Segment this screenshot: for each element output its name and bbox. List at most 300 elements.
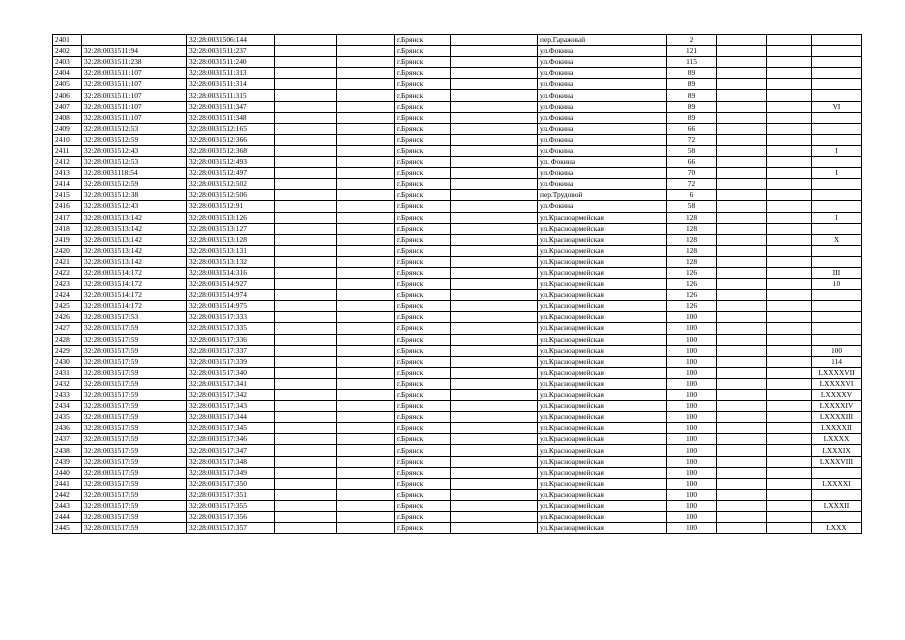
cell-empty — [451, 401, 538, 412]
house-number: 126 — [667, 267, 717, 278]
cell-empty — [451, 90, 538, 101]
quarter-cadastral-number: 32:28:0031512:38 — [82, 190, 187, 201]
table-row — [53, 212, 862, 223]
table-row — [53, 112, 862, 123]
cell-empty — [275, 423, 337, 434]
city: г.Брянск — [395, 223, 451, 234]
row-number: 2408 — [53, 112, 82, 123]
row-number: 2425 — [53, 301, 82, 312]
cell-empty — [451, 134, 538, 145]
row-number: 2442 — [53, 489, 82, 500]
quarter-cadastral-number: 32:28:0031517:59 — [82, 445, 187, 456]
cell-empty — [275, 101, 337, 112]
cell-empty — [717, 168, 767, 179]
cadastral-number: 32:28:0031517:341 — [187, 378, 275, 389]
cell-empty — [767, 223, 812, 234]
cell-empty — [717, 345, 767, 356]
room-number — [812, 256, 862, 267]
cell-empty — [275, 123, 337, 134]
table-row — [53, 467, 862, 478]
street: ул.Красноармейская — [538, 323, 667, 334]
street: ул.Красноармейская — [538, 500, 667, 511]
house-number: 100 — [667, 401, 717, 412]
city: г.Брянск — [395, 323, 451, 334]
quarter-cadastral-number: 32:28:0031517:59 — [82, 456, 187, 467]
room-number — [812, 223, 862, 234]
cadastral-number: 32:28:0031517:347 — [187, 445, 275, 456]
cadastral-number: 32:28:0031517:336 — [187, 334, 275, 345]
cell-empty — [717, 334, 767, 345]
city: г.Брянск — [395, 367, 451, 378]
cell-empty — [451, 201, 538, 212]
cell-empty — [451, 57, 538, 68]
room-number — [812, 68, 862, 79]
cell-empty — [767, 500, 812, 511]
cadastral-number: 32:28:0031513:131 — [187, 245, 275, 256]
city: г.Брянск — [395, 234, 451, 245]
row-number: 2418 — [53, 223, 82, 234]
cell-empty — [275, 212, 337, 223]
cell-empty — [717, 201, 767, 212]
table-row — [53, 512, 862, 523]
cell-empty — [337, 290, 395, 301]
cell-empty — [337, 312, 395, 323]
cell-empty — [275, 478, 337, 489]
cell-empty — [717, 267, 767, 278]
cell-empty — [337, 223, 395, 234]
quarter-cadastral-number: 32:28:0031513:142 — [82, 223, 187, 234]
cadastral-number: 32:28:0031506:144 — [187, 35, 275, 46]
street: ул.Красноармейская — [538, 378, 667, 389]
cell-empty — [337, 35, 395, 46]
cell-empty — [275, 445, 337, 456]
cell-empty — [717, 90, 767, 101]
city: г.Брянск — [395, 378, 451, 389]
city: г.Брянск — [395, 412, 451, 423]
cell-empty — [451, 500, 538, 511]
table-row — [53, 79, 862, 90]
cell-empty — [717, 401, 767, 412]
house-number: 100 — [667, 456, 717, 467]
row-number: 2409 — [53, 123, 82, 134]
cell-empty — [275, 456, 337, 467]
cell-empty — [451, 512, 538, 523]
room-number: III — [812, 267, 862, 278]
house-number: 6 — [667, 190, 717, 201]
street: ул.Красноармейская — [538, 456, 667, 467]
table-row — [53, 301, 862, 312]
city: г.Брянск — [395, 68, 451, 79]
house-number: 128 — [667, 212, 717, 223]
cell-empty — [337, 123, 395, 134]
cell-empty — [451, 345, 538, 356]
quarter-cadastral-number: 32:28:0031511:107 — [82, 101, 187, 112]
house-number: 128 — [667, 234, 717, 245]
cell-empty — [767, 312, 812, 323]
house-number: 100 — [667, 434, 717, 445]
cadastral-number: 32:28:0031513:128 — [187, 234, 275, 245]
cell-empty — [717, 378, 767, 389]
cell-empty — [337, 68, 395, 79]
table-row — [53, 401, 862, 412]
cell-empty — [767, 190, 812, 201]
house-number: 89 — [667, 112, 717, 123]
cell-empty — [337, 412, 395, 423]
cell-empty — [767, 46, 812, 57]
cadastral-number: 32:28:0031517:356 — [187, 512, 275, 523]
house-number: 126 — [667, 290, 717, 301]
row-number: 2431 — [53, 367, 82, 378]
row-number: 2411 — [53, 145, 82, 156]
quarter-cadastral-number: 32:28:0031512:59 — [82, 179, 187, 190]
row-number: 2402 — [53, 46, 82, 57]
quarter-cadastral-number: 32:28:0031517:59 — [82, 401, 187, 412]
cadastral-number: 32:28:0031514:316 — [187, 267, 275, 278]
cell-empty — [717, 512, 767, 523]
table-row — [53, 267, 862, 278]
quarter-cadastral-number: 32:28:0031512:59 — [82, 134, 187, 145]
row-number: 2444 — [53, 512, 82, 523]
table-row — [53, 90, 862, 101]
city: г.Брянск — [395, 312, 451, 323]
row-number: 2430 — [53, 356, 82, 367]
cell-empty — [767, 212, 812, 223]
cell-empty — [717, 423, 767, 434]
cell-empty — [717, 101, 767, 112]
quarter-cadastral-number: 32:28:0031517:59 — [82, 500, 187, 511]
street: ул.Красноармейская — [538, 390, 667, 401]
cell-empty — [767, 390, 812, 401]
cell-empty — [275, 57, 337, 68]
table-row — [53, 367, 862, 378]
table-row — [53, 334, 862, 345]
cell-empty — [717, 279, 767, 290]
city: г.Брянск — [395, 456, 451, 467]
room-number: LXXXXIV — [812, 401, 862, 412]
row-number: 2403 — [53, 57, 82, 68]
cell-empty — [337, 157, 395, 168]
cell-empty — [767, 112, 812, 123]
cell-empty — [767, 467, 812, 478]
street: ул.Красноармейская — [538, 334, 667, 345]
cadastral-number: 32:28:0031517:343 — [187, 401, 275, 412]
cell-empty — [767, 523, 812, 534]
quarter-cadastral-number: 32:28:0031517:59 — [82, 345, 187, 356]
cell-empty — [717, 234, 767, 245]
room-number: 114 — [812, 356, 862, 367]
cell-empty — [337, 512, 395, 523]
street: ул.Фокина — [538, 145, 667, 156]
city: г.Брянск — [395, 512, 451, 523]
city: г.Брянск — [395, 35, 451, 46]
cadastral-number: 32:28:0031517:350 — [187, 478, 275, 489]
cell-empty — [451, 445, 538, 456]
cell-empty — [451, 35, 538, 46]
cell-empty — [717, 467, 767, 478]
row-number: 2432 — [53, 378, 82, 389]
city: г.Брянск — [395, 201, 451, 212]
room-number — [812, 334, 862, 345]
cell-empty — [337, 279, 395, 290]
row-number: 2406 — [53, 90, 82, 101]
cell-empty — [275, 267, 337, 278]
street: ул.Красноармейская — [538, 512, 667, 523]
cell-empty — [767, 245, 812, 256]
cell-empty — [767, 157, 812, 168]
cell-empty — [767, 323, 812, 334]
room-number: I — [812, 212, 862, 223]
cadastral-number: 32:28:0031517:357 — [187, 523, 275, 534]
cadastral-number: 32:28:0031511:240 — [187, 57, 275, 68]
row-number: 2423 — [53, 279, 82, 290]
cell-empty — [767, 456, 812, 467]
city: г.Брянск — [395, 489, 451, 500]
cadastral-number: 32:28:0031512:91 — [187, 201, 275, 212]
quarter-cadastral-number: 32:28:0031513:142 — [82, 234, 187, 245]
cell-empty — [275, 489, 337, 500]
cell-empty — [275, 412, 337, 423]
cell-empty — [451, 301, 538, 312]
street: ул.Красноармейская — [538, 423, 667, 434]
house-number: 70 — [667, 168, 717, 179]
cell-empty — [767, 168, 812, 179]
city: г.Брянск — [395, 190, 451, 201]
table-row — [53, 190, 862, 201]
cell-empty — [717, 190, 767, 201]
row-number: 2404 — [53, 68, 82, 79]
room-number: LXXXXVII — [812, 367, 862, 378]
cell-empty — [717, 367, 767, 378]
cell-empty — [337, 57, 395, 68]
row-number: 2445 — [53, 523, 82, 534]
cell-empty — [717, 212, 767, 223]
cell-empty — [767, 279, 812, 290]
room-number: LXXXX — [812, 434, 862, 445]
street: ул.Фокина — [538, 123, 667, 134]
house-number: 58 — [667, 201, 717, 212]
city: г.Брянск — [395, 145, 451, 156]
table-row — [53, 500, 862, 511]
cadastral-number: 32:28:0031514:974 — [187, 290, 275, 301]
table-row — [53, 523, 862, 534]
room-number: LXXXII — [812, 500, 862, 511]
cadastral-number: 32:28:0031512:502 — [187, 179, 275, 190]
row-number: 2428 — [53, 334, 82, 345]
quarter-cadastral-number: 32:28:0031517:53 — [82, 312, 187, 323]
row-number: 2426 — [53, 312, 82, 323]
row-number: 2419 — [53, 234, 82, 245]
cell-empty — [717, 489, 767, 500]
cell-empty — [337, 212, 395, 223]
cadastral-number: 32:28:0031512:165 — [187, 123, 275, 134]
cadastral-number: 32:28:0031517:351 — [187, 489, 275, 500]
cadastral-number: 32:28:0031517:349 — [187, 467, 275, 478]
table-row — [53, 145, 862, 156]
street: ул.Фокина — [538, 201, 667, 212]
house-number: 58 — [667, 145, 717, 156]
cell-empty — [717, 179, 767, 190]
cell-empty — [275, 134, 337, 145]
row-number: 2401 — [53, 35, 82, 46]
street: ул.Фокина — [538, 179, 667, 190]
cadastral-number: 32:28:0031512:493 — [187, 157, 275, 168]
room-number — [812, 46, 862, 57]
table-row — [53, 478, 862, 489]
cell-empty — [717, 456, 767, 467]
cell-empty — [451, 456, 538, 467]
cell-empty — [337, 267, 395, 278]
table-row — [53, 256, 862, 267]
cell-empty — [451, 356, 538, 367]
cell-empty — [337, 46, 395, 57]
cell-empty — [767, 445, 812, 456]
street: ул.Фокина — [538, 101, 667, 112]
quarter-cadastral-number: 32:28:0031513:142 — [82, 212, 187, 223]
cell-empty — [337, 256, 395, 267]
cell-empty — [451, 267, 538, 278]
room-number — [812, 201, 862, 212]
room-number — [812, 90, 862, 101]
room-number: 10 — [812, 279, 862, 290]
register-table — [52, 34, 862, 534]
city: г.Брянск — [395, 245, 451, 256]
house-number: 100 — [667, 467, 717, 478]
cell-empty — [337, 423, 395, 434]
cell-empty — [767, 512, 812, 523]
cell-empty — [275, 356, 337, 367]
quarter-cadastral-number — [82, 35, 187, 46]
house-number: 121 — [667, 46, 717, 57]
house-number: 100 — [667, 478, 717, 489]
cell-empty — [767, 35, 812, 46]
cadastral-number: 32:28:0031517:333 — [187, 312, 275, 323]
city: г.Брянск — [395, 334, 451, 345]
quarter-cadastral-number: 32:28:0031511:94 — [82, 46, 187, 57]
street: ул.Фокина — [538, 168, 667, 179]
row-number: 2435 — [53, 412, 82, 423]
street: ул.Красноармейская — [538, 467, 667, 478]
cell-empty — [275, 90, 337, 101]
cadastral-number: 32:28:0031511:313 — [187, 68, 275, 79]
cell-empty — [451, 523, 538, 534]
house-number: 126 — [667, 279, 717, 290]
row-number: 2417 — [53, 212, 82, 223]
city: г.Брянск — [395, 46, 451, 57]
quarter-cadastral-number: 32:28:0031511:107 — [82, 112, 187, 123]
table-row — [53, 223, 862, 234]
cell-empty — [337, 245, 395, 256]
cell-empty — [275, 334, 337, 345]
cell-empty — [275, 301, 337, 312]
room-number: LXXXXI — [812, 478, 862, 489]
house-number: 100 — [667, 378, 717, 389]
cell-empty — [275, 79, 337, 90]
city: г.Брянск — [395, 123, 451, 134]
cell-empty — [451, 157, 538, 168]
cell-empty — [767, 345, 812, 356]
cell-empty — [337, 467, 395, 478]
cell-empty — [337, 201, 395, 212]
street: ул.Красноармейская — [538, 312, 667, 323]
street: ул.Красноармейская — [538, 345, 667, 356]
cadastral-number: 32:28:0031517:346 — [187, 434, 275, 445]
cell-empty — [717, 223, 767, 234]
cell-empty — [451, 212, 538, 223]
cell-empty — [451, 467, 538, 478]
city: г.Брянск — [395, 301, 451, 312]
row-number: 2436 — [53, 423, 82, 434]
cell-empty — [275, 500, 337, 511]
cell-empty — [717, 79, 767, 90]
cell-empty — [275, 467, 337, 478]
cell-empty — [337, 345, 395, 356]
cell-empty — [275, 279, 337, 290]
cell-empty — [767, 123, 812, 134]
cell-empty — [451, 112, 538, 123]
quarter-cadastral-number: 32:28:0031517:59 — [82, 367, 187, 378]
room-number: LXXXXV — [812, 390, 862, 401]
quarter-cadastral-number: 32:28:0031517:59 — [82, 523, 187, 534]
cell-empty — [767, 478, 812, 489]
house-number: 100 — [667, 367, 717, 378]
cell-empty — [337, 434, 395, 445]
room-number: LXXXVIII — [812, 456, 862, 467]
street: ул.Фокина — [538, 68, 667, 79]
cell-empty — [337, 134, 395, 145]
cell-empty — [337, 112, 395, 123]
quarter-cadastral-number: 32:28:0031517:59 — [82, 356, 187, 367]
cell-empty — [451, 256, 538, 267]
cell-empty — [451, 223, 538, 234]
quarter-cadastral-number: 32:28:0031512:53 — [82, 157, 187, 168]
cell-empty — [767, 68, 812, 79]
row-number: 2414 — [53, 179, 82, 190]
cell-empty — [767, 79, 812, 90]
street: ул.Красноармейская — [538, 367, 667, 378]
quarter-cadastral-number: 32:28:0031514:172 — [82, 267, 187, 278]
city: г.Брянск — [395, 267, 451, 278]
quarter-cadastral-number: 32:28:0031512:53 — [82, 123, 187, 134]
street: ул.Красноармейская — [538, 412, 667, 423]
street: ул.Фокина — [538, 134, 667, 145]
cell-empty — [767, 412, 812, 423]
quarter-cadastral-number: 32:28:0031517:59 — [82, 478, 187, 489]
house-number: 128 — [667, 256, 717, 267]
cell-empty — [717, 68, 767, 79]
house-number: 115 — [667, 57, 717, 68]
cell-empty — [717, 245, 767, 256]
cadastral-number: 32:28:0031517:342 — [187, 390, 275, 401]
cell-empty — [275, 46, 337, 57]
quarter-cadastral-number: 32:28:0031513:142 — [82, 245, 187, 256]
cell-empty — [767, 367, 812, 378]
house-number: 126 — [667, 301, 717, 312]
house-number: 100 — [667, 356, 717, 367]
quarter-cadastral-number: 32:28:0031511:238 — [82, 57, 187, 68]
quarter-cadastral-number: 32:28:0031517:59 — [82, 390, 187, 401]
row-number: 2422 — [53, 267, 82, 278]
cell-empty — [451, 79, 538, 90]
cell-empty — [717, 523, 767, 534]
table-row — [53, 390, 862, 401]
table-row — [53, 57, 862, 68]
cell-empty — [767, 134, 812, 145]
cell-empty — [451, 279, 538, 290]
city: г.Брянск — [395, 212, 451, 223]
room-number: LXXX — [812, 523, 862, 534]
quarter-cadastral-number: 32:28:0031511:107 — [82, 79, 187, 90]
table-row — [53, 423, 862, 434]
